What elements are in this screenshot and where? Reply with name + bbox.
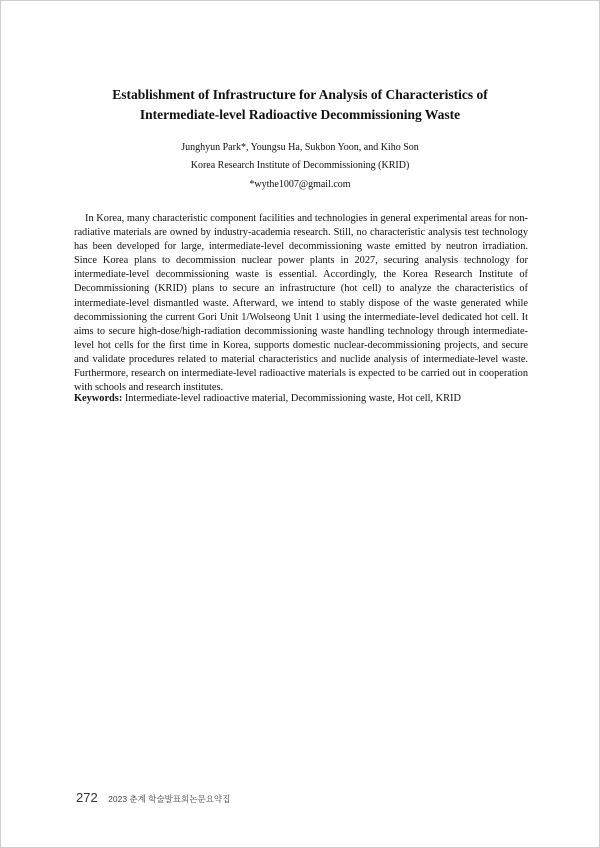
journal-name: 2023 춘계 학술발표회논문요약집	[108, 794, 231, 804]
paper-title	[0, 85, 600, 125]
keywords-text: Intermediate-level radioactive material, Decommissioning waste, Hot cell, KRID	[124, 393, 461, 404]
authors: Junghyun Park*, Youngsu Ha, Sukbon Yoon, and Kiho Son	[181, 142, 419, 153]
page-footer	[76, 789, 230, 807]
title-line-2: Intermediate-level Radioactive Decommissioning Waste	[139, 107, 461, 122]
keywords-label: Keywords:	[74, 393, 123, 404]
affiliation: Korea Research Institute of Decommissioning (KRID)	[190, 160, 410, 171]
keywords	[74, 392, 534, 406]
page-number: 272	[76, 790, 98, 805]
abstract-body: In Korea, many characteristic component facilities and technologies in general experimental areas for non-radiative materials are owned by industry-academia research. Still, no characteristic analysis test technology has been developed for large, intermediate-level decommissioning waste emitted by neutron irradiation. Since Korea plans to decommission nuclear power plants in 2027, securing analysis technology for intermediate-level decommissioning waste is essential. Accordingly, the Korea Research Institute of Decommissioning (KRID) plans to secure an infrastructure (hot cell) to analyze the characteristics of intermediate-level dismantled waste. Afterward, we intend to stably dispose of the waste generated while decommissioning the current Gori Unit 1/Wolseong Unit 1 using the intermediate-level dedicated hot cell. It aims to secure high-dose/high-radiation decommissioning waste handling technology through intermediate-level hot cells for the first time in Korea, supports domestic nuclear-decommissioning projects, and secure and validate procedures related to material characteristics and nuclide analysis of intermediate-level waste. Furthermore, research on intermediate-level radioactive materials is expected to be carried out in cooperation with schools and research institutes.	[74, 213, 528, 394]
title-line-1: Establishment of Infrastructure for Analysis of Characteristics of	[112, 87, 488, 102]
corresponding-email: *wythe1007@gmail.com	[249, 179, 351, 190]
